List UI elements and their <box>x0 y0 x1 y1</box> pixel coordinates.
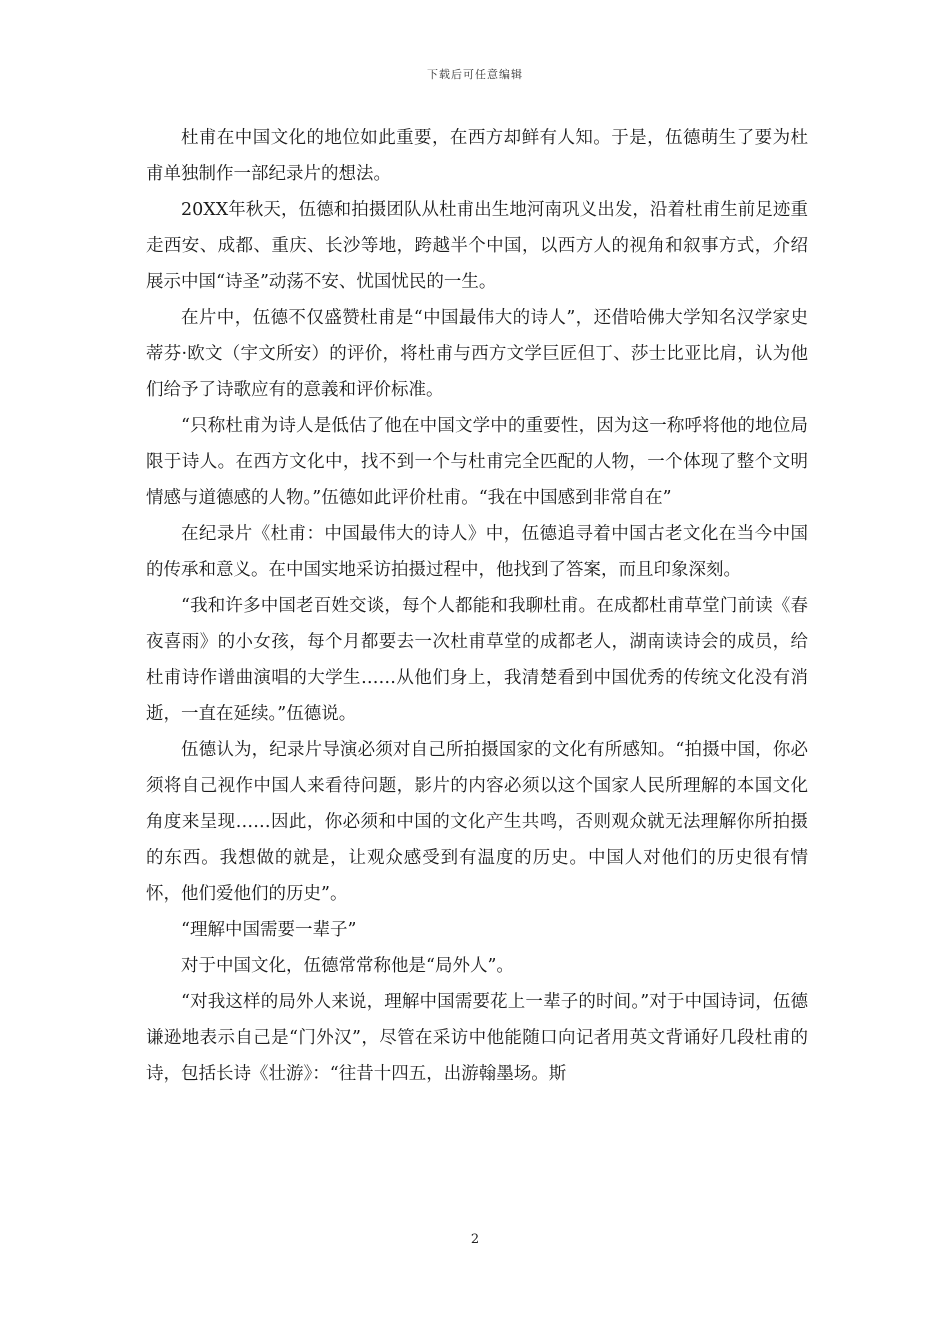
page-number: 2 <box>470 1232 480 1247</box>
paragraph: 伍德认为，纪录片导演必须对自己所拍摄国家的文化有所感知。“拍摄中国，你必须将自己视作中国人来看待问题，影片的内容必须以这个国家人民所理解的本国文化角度来呈现……因此，你必须和中国的文化产生共鸣，否则观众就无法理解你所拍摄的东西。我想做的就是，让观众感受到有温度的历史。中国人对他们的历史很有情怀，他们爱他们的历史”。 <box>146 740 808 904</box>
page-header: 下载后可任意编辑 <box>427 68 523 81</box>
paragraph: 杜甫在中国文化的地位如此重要，在西方却鲜有人知。于是，伍德萌生了要为杜甫单独制作一部纪录片的想法。 <box>146 128 808 184</box>
document-body <box>146 120 808 1092</box>
paragraph: “对我这样的局外人来说，理解中国需要花上一辈子的时间。”对于中国诗词，伍德谦逊地表示自己是“门外汉”，尽管在采访中他能随口向记者用英文背诵好几段杜甫的诗，包括长诗《壮游》：“往昔十四五，出游翰墨场。斯 <box>146 992 808 1084</box>
paragraph: 在片中，伍德不仅盛赞杜甫是“中国最伟大的诗人”，还借哈佛大学知名汉学家史蒂芬·欧文（宇文所安）的评价，将杜甫与西方文学巨匠但丁、莎士比亚比肩，认为他们给予了诗歌应有的意義和评价标准。 <box>146 308 808 400</box>
paragraph: “只称杜甫为诗人是低估了他在中国文学中的重要性，因为这一称呼将他的地位局限于诗人。在西方文化中，找不到一个与杜甫完全匹配的人物，一个体现了整个文明情感与道德感的人物。”伍德如此评价杜甫。“我在中国感到非常自在” <box>146 416 808 508</box>
paragraph: 对于中国文化，伍德常常称他是“局外人”。 <box>181 956 514 976</box>
paragraph: “我和许多中国老百姓交谈，每个人都能和我聊杜甫。在成都杜甫草堂门前读《春夜喜雨》的小女孩，每个月都要去一次杜甫草堂的成都老人，湖南读诗会的成员，给杜甫诗作谱曲演唱的大学生……从他们身上，我清楚看到中国优秀的传统文化没有消逝，一直在延续。”伍德说。 <box>146 596 808 724</box>
paragraph: 20XX年秋天，伍德和拍摄团队从杜甫出生地河南巩义出发，沿着杜甫生前足迹重走西安、成都、重庆、长沙等地，跨越半个中国，以西方人的视角和叙事方式，介绍展示中国“诗圣”动荡不安、忧国忧民的一生。 <box>146 200 808 292</box>
section-subheading: “理解中国需要一辈子” <box>181 920 357 940</box>
paragraph: 在纪录片《杜甫：中国最伟大的诗人》中，伍德追寻着中国古老文化在当今中国的传承和意义。在中国实地采访拍摄过程中，他找到了答案，而且印象深刻。 <box>146 524 808 580</box>
